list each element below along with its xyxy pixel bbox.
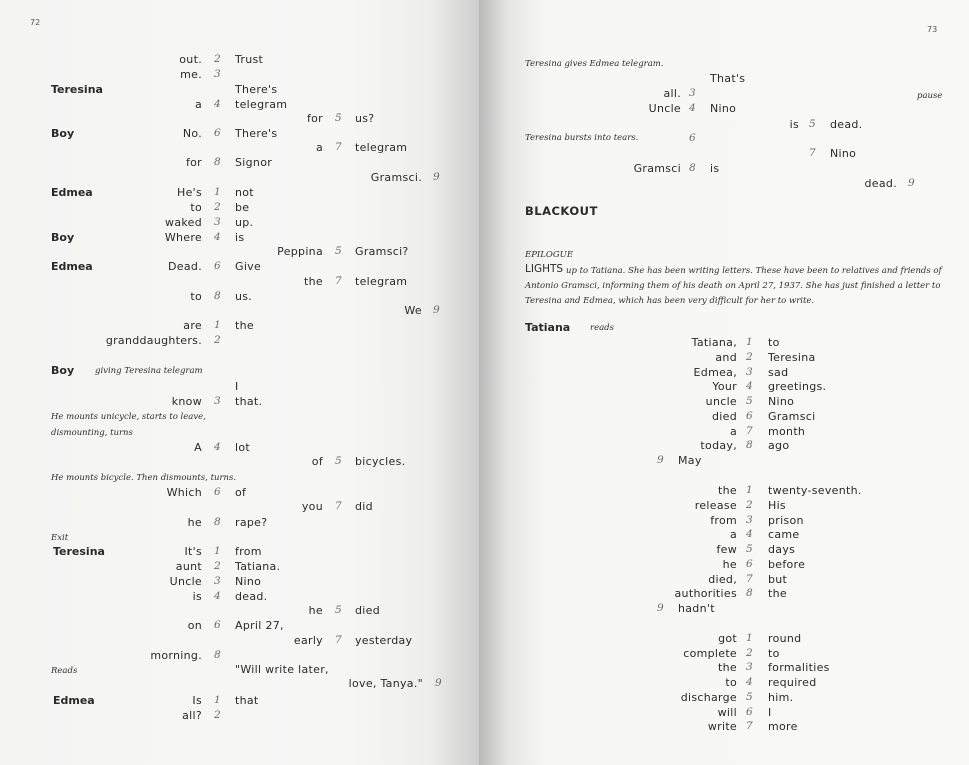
- script-word: Give: [235, 260, 262, 273]
- stage-direction: Reads: [51, 666, 78, 676]
- line-number: 8: [746, 439, 753, 451]
- script-word: all?: [182, 709, 202, 722]
- line-number: 1: [214, 319, 221, 331]
- script-word: early: [293, 634, 323, 647]
- line-number: 5: [335, 604, 342, 616]
- line-number: 2: [214, 334, 221, 346]
- speaker-name: Edmea: [51, 260, 93, 273]
- line-number: 1: [214, 694, 221, 706]
- script-word: His: [768, 499, 786, 512]
- script-word: A: [194, 441, 202, 454]
- script-word: telegram: [355, 275, 408, 288]
- script-word: us.: [235, 290, 253, 303]
- script-word: me.: [180, 68, 202, 81]
- line-number: 6: [214, 619, 221, 631]
- line-number: 5: [335, 455, 342, 467]
- script-word: he: [722, 558, 737, 571]
- script-word: Tatiana,: [691, 336, 737, 349]
- script-word: release: [694, 499, 737, 512]
- script-word: to: [768, 647, 780, 660]
- line-number: 1: [746, 336, 753, 348]
- line-number: 2: [214, 201, 221, 213]
- script-word: There's: [235, 127, 278, 140]
- script-word: a: [729, 528, 737, 541]
- line-number: 8: [214, 649, 221, 661]
- line-number: 5: [746, 543, 753, 555]
- script-word: Nino: [235, 575, 262, 588]
- script-word: He's: [177, 186, 202, 199]
- line-number: 4: [214, 98, 221, 110]
- right-page: [479, 0, 969, 765]
- speaker-name: Teresina: [51, 83, 103, 96]
- line-number: 3: [214, 216, 221, 228]
- script-word: today,: [700, 439, 737, 452]
- script-word: got: [718, 632, 737, 645]
- script-word: to: [768, 336, 780, 349]
- speaker-name: Teresina: [53, 545, 105, 558]
- script-word: did: [355, 500, 373, 513]
- stage-direction: dismounting, turns: [51, 428, 133, 438]
- script-word: Gramsci?: [355, 245, 409, 258]
- script-word: We: [404, 304, 422, 317]
- page-number: 73: [927, 25, 938, 34]
- script-word: Nino: [768, 395, 795, 408]
- line-number: 7: [335, 500, 342, 512]
- line-number: 5: [335, 245, 342, 257]
- script-word: not: [235, 186, 254, 199]
- line-number: 2: [746, 351, 753, 363]
- line-number: 6: [746, 706, 753, 718]
- stage-direction: reads: [590, 323, 614, 333]
- speaker-name: Edmea: [53, 694, 95, 707]
- epilogue-text: Antonio Gramsci, informing them of his death on April 27, 1937. She has just finished a letter to: [525, 281, 941, 291]
- script-word: that: [235, 694, 259, 707]
- script-word: that.: [235, 395, 263, 408]
- script-word: him.: [768, 691, 794, 704]
- speaker-name: Tatiana: [525, 321, 571, 334]
- script-word: Is: [192, 694, 202, 707]
- script-word: from: [710, 514, 737, 527]
- script-word: Uncle: [648, 102, 681, 115]
- script-word: aunt: [175, 560, 202, 573]
- line-number: 9: [657, 602, 664, 614]
- script-word: and: [715, 351, 737, 364]
- stage-direction: Teresina bursts into tears.: [525, 133, 639, 143]
- script-word: he: [187, 516, 202, 529]
- line-number: 7: [809, 147, 816, 159]
- script-word: There's: [235, 83, 278, 96]
- line-number: 2: [746, 647, 753, 659]
- script-word: love, Tanya.": [348, 677, 423, 690]
- epilogue-text: Teresina and Edmea, which has been very difficult for her to write.: [525, 296, 815, 306]
- line-number: 7: [746, 425, 753, 437]
- script-word: died,: [708, 573, 737, 586]
- line-number: 4: [214, 231, 221, 243]
- script-word: Teresina: [768, 351, 816, 364]
- script-word: No.: [182, 127, 202, 140]
- script-word: will: [717, 706, 737, 719]
- script-word: before: [768, 558, 806, 571]
- line-number: 7: [335, 634, 342, 646]
- stage-direction: pause: [917, 91, 943, 101]
- script-word: Uncle: [169, 575, 202, 588]
- script-word: to: [190, 290, 202, 303]
- stage-direction: Exit: [51, 533, 69, 543]
- script-word: know: [171, 395, 202, 408]
- script-word: It's: [184, 545, 202, 558]
- script-word: Where: [164, 231, 202, 244]
- line-number: 3: [689, 87, 696, 99]
- script-word: the: [768, 587, 787, 600]
- line-number: 9: [657, 454, 664, 466]
- script-word: the: [304, 275, 323, 288]
- epilogue-lights: LIGHTS: [525, 263, 564, 275]
- script-word: more: [768, 720, 798, 733]
- line-number: 7: [746, 720, 753, 732]
- line-number: 4: [689, 102, 696, 114]
- line-number: 2: [746, 499, 753, 511]
- script-word: is: [235, 231, 245, 244]
- script-word: complete: [683, 647, 737, 660]
- script-word: died: [712, 410, 737, 423]
- script-word: the: [718, 484, 737, 497]
- line-number: 6: [746, 410, 753, 422]
- line-number: 3: [214, 395, 221, 407]
- script-word: sad: [768, 366, 789, 379]
- line-number: 4: [214, 441, 221, 453]
- speaker-name: Boy: [51, 231, 75, 244]
- script-word: discharge: [680, 691, 737, 704]
- script-word: us?: [355, 112, 375, 125]
- script-word: all.: [663, 87, 681, 100]
- script-word: died: [355, 604, 380, 617]
- script-word: few: [716, 543, 737, 556]
- script-word: but: [768, 573, 788, 586]
- line-number: 5: [746, 691, 753, 703]
- script-word: he: [308, 604, 323, 617]
- line-number: 5: [335, 112, 342, 124]
- line-number: 6: [214, 486, 221, 498]
- script-word: the: [235, 319, 254, 332]
- script-word: days: [768, 543, 796, 556]
- script-word: on: [187, 619, 202, 632]
- script-word: yesterday: [355, 634, 413, 647]
- script-word: dead.: [235, 590, 268, 603]
- script-word: Gramsci: [633, 162, 681, 175]
- script-word: authorities: [674, 587, 737, 600]
- script-word: Your: [712, 380, 737, 393]
- script-word: month: [768, 425, 806, 438]
- line-number: 8: [689, 162, 696, 174]
- stage-direction: He mounts unicycle, starts to leave,: [51, 412, 206, 422]
- page-number: 72: [30, 18, 41, 27]
- script-word: "Will write later,: [235, 663, 329, 676]
- line-number: 3: [746, 661, 753, 673]
- line-number: 7: [335, 275, 342, 287]
- script-word: out.: [179, 53, 202, 66]
- script-word: from: [235, 545, 262, 558]
- line-number: 5: [809, 118, 816, 130]
- script-word: That's: [710, 72, 746, 85]
- script-word: twenty-seventh.: [768, 484, 862, 497]
- script-word: is: [789, 118, 799, 131]
- speaker-name: Boy: [51, 127, 75, 140]
- script-word: a: [729, 425, 737, 438]
- script-word: Which: [166, 486, 202, 499]
- line-number: 2: [214, 53, 221, 65]
- script-word: for: [306, 112, 323, 125]
- line-number: 6: [689, 132, 696, 144]
- epilogue-heading: EPILOGUE: [525, 250, 574, 260]
- line-number: 3: [214, 575, 221, 587]
- script-word: Signor: [235, 156, 273, 169]
- script-word: greetings.: [768, 380, 827, 393]
- script-word: is: [192, 590, 202, 603]
- script-word: Dead.: [168, 260, 202, 273]
- script-word: of: [235, 486, 247, 499]
- script-word: dead.: [830, 118, 863, 131]
- line-number: 2: [214, 709, 221, 721]
- script-word: to: [190, 201, 202, 214]
- script-word: uncle: [705, 395, 737, 408]
- script-word: are: [183, 319, 202, 332]
- script-word: a: [194, 98, 202, 111]
- script-word: lot: [235, 441, 250, 454]
- epilogue-text: up to Tatiana. She has been writing letters. These have been to relatives and friends of: [566, 266, 942, 276]
- script-word: bicycles.: [355, 455, 406, 468]
- line-number: 5: [746, 395, 753, 407]
- script-word: a: [315, 141, 323, 154]
- line-number: 8: [214, 516, 221, 528]
- script-word: dead.: [864, 177, 897, 190]
- script-word: granddaughters.: [105, 334, 202, 347]
- script-word: Tatiana.: [235, 560, 281, 573]
- line-number: 4: [746, 528, 753, 540]
- line-number: 9: [435, 677, 442, 689]
- script-word: April 27,: [235, 619, 284, 632]
- script-word: you: [301, 500, 323, 513]
- line-number: 3: [746, 366, 753, 378]
- script-word: waked: [165, 216, 202, 229]
- line-number: 6: [214, 260, 221, 272]
- script-word: hadn't: [678, 602, 715, 615]
- speaker-name: Edmea: [51, 186, 93, 199]
- line-number: 4: [214, 590, 221, 602]
- script-word: of: [311, 455, 323, 468]
- script-word: round: [768, 632, 802, 645]
- script-word: formalities: [768, 661, 830, 674]
- blackout-heading: BLACKOUT: [525, 204, 598, 218]
- script-word: write: [707, 720, 737, 733]
- script-word: came: [768, 528, 800, 541]
- line-number: 2: [214, 560, 221, 572]
- script-word: Gramsci: [768, 410, 816, 423]
- line-number: 8: [214, 290, 221, 302]
- line-number: 8: [214, 156, 221, 168]
- line-number: 9: [433, 171, 440, 183]
- script-word: morning.: [150, 649, 202, 662]
- script-word: is: [710, 162, 720, 175]
- line-number: 1: [746, 632, 753, 644]
- script-word: prison: [768, 514, 804, 527]
- script-word: Edmea,: [693, 366, 737, 379]
- script-word: rape?: [235, 516, 268, 529]
- line-number: 9: [433, 304, 440, 316]
- line-number: 1: [746, 484, 753, 496]
- script-word: Nino: [710, 102, 737, 115]
- line-number: 3: [746, 514, 753, 526]
- script-word: for: [185, 156, 202, 169]
- script-word: I: [768, 706, 772, 719]
- line-number: 8: [746, 587, 753, 599]
- stage-direction: Teresina gives Edmea telegram.: [525, 59, 664, 69]
- script-word: ago: [768, 439, 790, 452]
- line-number: 9: [908, 177, 915, 189]
- script-word: the: [718, 661, 737, 674]
- script-word: May: [678, 454, 702, 467]
- script-word: required: [768, 676, 817, 689]
- script-word: Nino: [830, 147, 857, 160]
- line-number: 3: [214, 68, 221, 80]
- line-number: 7: [746, 573, 753, 585]
- line-number: 7: [335, 141, 342, 153]
- script-word: Peppina: [277, 245, 323, 258]
- script-word: to: [725, 676, 737, 689]
- speaker-name: Boy: [51, 364, 75, 377]
- line-number: 4: [746, 676, 753, 688]
- line-number: 6: [214, 127, 221, 139]
- script-word: telegram: [355, 141, 408, 154]
- script-word: be: [235, 201, 250, 214]
- script-word: telegram: [235, 98, 288, 111]
- line-number: 1: [214, 545, 221, 557]
- script-word: I: [235, 380, 239, 393]
- line-number: 6: [746, 558, 753, 570]
- script-word: Gramsci.: [370, 171, 422, 184]
- line-number: 1: [214, 186, 221, 198]
- script-word: up.: [235, 216, 254, 229]
- stage-direction: He mounts bicycle. Then dismounts, turns.: [51, 473, 237, 483]
- stage-direction: giving Teresina telegram: [95, 366, 203, 376]
- script-word: Trust: [235, 53, 264, 66]
- line-number: 4: [746, 380, 753, 392]
